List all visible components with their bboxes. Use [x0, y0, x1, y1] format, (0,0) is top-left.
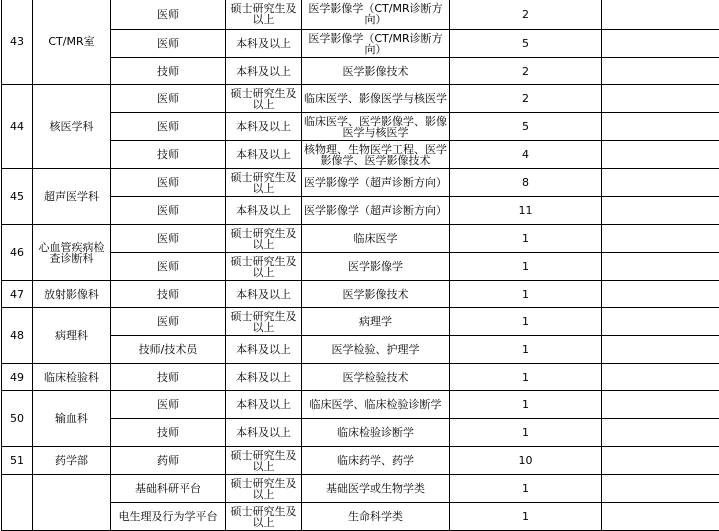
major-cell: 医学检验、护理学 — [302, 336, 450, 364]
count-cell: 11 — [450, 197, 602, 225]
department-cell — [33, 475, 111, 531]
row-number: 47 — [2, 281, 33, 308]
remark-cell — [602, 391, 719, 419]
table-row — [2, 447, 719, 475]
count-cell: 1 — [450, 253, 602, 281]
table-row — [2, 391, 719, 419]
count-cell: 1 — [450, 503, 602, 531]
count-cell: 2 — [450, 0, 602, 30]
row-number — [2, 475, 33, 531]
major-cell: 医学影像学（CT/MR诊断方向） — [302, 30, 450, 58]
education-cell: 硕士研究生及以上 — [226, 169, 302, 197]
major-cell: 临床医学、医学影像学、影像医学与核医学 — [302, 113, 450, 141]
education-cell: 硕士研究生及以上 — [226, 85, 302, 113]
count-cell: 5 — [450, 113, 602, 141]
department-cell: 放射影像科 — [33, 281, 111, 308]
count-cell: 1 — [450, 336, 602, 364]
recruitment-table — [1, 0, 719, 531]
count-cell: 10 — [450, 447, 602, 475]
remark-cell — [602, 85, 719, 113]
post-cell: 基础科研平台 — [111, 475, 226, 503]
post-cell: 医师 — [111, 391, 226, 419]
major-cell: 医学检验技术 — [302, 364, 450, 391]
remark-cell — [602, 308, 719, 336]
post-cell: 医师 — [111, 169, 226, 197]
major-cell: 医学影像学（超声诊断方向） — [302, 197, 450, 225]
department-cell: 输血科 — [33, 391, 111, 447]
count-cell: 8 — [450, 169, 602, 197]
major-cell: 临床医学、临床检验诊断学 — [302, 391, 450, 419]
education-cell: 硕士研究生及以上 — [226, 447, 302, 475]
education-cell: 本科及以上 — [226, 419, 302, 447]
department-cell: 临床检验科 — [33, 364, 111, 391]
education-cell: 硕士研究生及以上 — [226, 253, 302, 281]
post-cell: 医师 — [111, 197, 226, 225]
remark-cell — [602, 419, 719, 447]
count-cell: 2 — [450, 58, 602, 85]
education-cell: 硕士研究生及以上 — [226, 475, 302, 503]
remark-cell — [602, 169, 719, 197]
row-number: 49 — [2, 364, 33, 391]
department-cell: 药学部 — [33, 447, 111, 475]
table-row — [2, 0, 719, 30]
row-number: 48 — [2, 308, 33, 364]
education-cell: 本科及以上 — [226, 391, 302, 419]
post-cell: 医师 — [111, 113, 226, 141]
count-cell: 1 — [450, 308, 602, 336]
post-cell: 医师 — [111, 253, 226, 281]
remark-cell — [602, 447, 719, 475]
remark-cell — [602, 225, 719, 253]
row-number: 46 — [2, 225, 33, 281]
count-cell: 1 — [450, 281, 602, 308]
department-cell: 超声医学科 — [33, 169, 111, 225]
post-cell: 技师 — [111, 58, 226, 85]
post-cell: 医师 — [111, 0, 226, 30]
count-cell: 1 — [450, 391, 602, 419]
major-cell: 临床检验诊断学 — [302, 419, 450, 447]
remark-cell — [602, 30, 719, 58]
post-cell: 医师 — [111, 85, 226, 113]
major-cell: 临床医学、影像医学与核医学 — [302, 85, 450, 113]
count-cell: 2 — [450, 85, 602, 113]
remark-cell — [602, 0, 719, 30]
count-cell: 1 — [450, 475, 602, 503]
post-cell: 技师 — [111, 364, 226, 391]
education-cell: 本科及以上 — [226, 364, 302, 391]
post-cell: 医师 — [111, 30, 226, 58]
education-cell: 本科及以上 — [226, 141, 302, 169]
major-cell: 基础医学或生物学类 — [302, 475, 450, 503]
major-cell: 临床医学 — [302, 225, 450, 253]
row-number: 44 — [2, 85, 33, 169]
education-cell: 本科及以上 — [226, 281, 302, 308]
remark-cell — [602, 253, 719, 281]
major-cell: 医学影像技术 — [302, 281, 450, 308]
education-cell: 硕士研究生及以上 — [226, 0, 302, 30]
post-cell: 技师/技术员 — [111, 336, 226, 364]
row-number: 45 — [2, 169, 33, 225]
education-cell: 硕士研究生及以上 — [226, 308, 302, 336]
major-cell: 医学影像学（CT/MR诊断方向） — [302, 0, 450, 30]
remark-cell — [602, 475, 719, 503]
remark-cell — [602, 113, 719, 141]
count-cell: 1 — [450, 364, 602, 391]
row-number: 51 — [2, 447, 33, 475]
major-cell: 医学影像学（超声诊断方向） — [302, 169, 450, 197]
major-cell: 生命科学类 — [302, 503, 450, 531]
education-cell: 硕士研究生及以上 — [226, 225, 302, 253]
remark-cell — [602, 197, 719, 225]
post-cell: 技师 — [111, 419, 226, 447]
table-row — [2, 364, 719, 391]
count-cell: 4 — [450, 141, 602, 169]
post-cell: 技师 — [111, 281, 226, 308]
table-row — [2, 475, 719, 503]
department-cell: 病理科 — [33, 308, 111, 364]
post-cell: 医师 — [111, 225, 226, 253]
department-cell: 心血管疾病检查诊断科 — [33, 225, 111, 281]
remark-cell — [602, 58, 719, 85]
major-cell: 医学影像技术 — [302, 58, 450, 85]
table-row — [2, 281, 719, 308]
post-cell: 电生理及行为学平台 — [111, 503, 226, 531]
department-cell: 核医学科 — [33, 85, 111, 169]
count-cell: 1 — [450, 225, 602, 253]
table-row — [2, 85, 719, 113]
remark-cell — [602, 281, 719, 308]
table-row — [2, 169, 719, 197]
count-cell: 1 — [450, 419, 602, 447]
remark-cell — [602, 503, 719, 531]
education-cell: 本科及以上 — [226, 58, 302, 85]
department-cell: CT/MR室 — [33, 0, 111, 85]
education-cell: 本科及以上 — [226, 197, 302, 225]
row-number: 43 — [2, 0, 33, 85]
education-cell: 硕士研究生及以上 — [226, 503, 302, 531]
row-number: 50 — [2, 391, 33, 447]
education-cell: 本科及以上 — [226, 113, 302, 141]
count-cell: 5 — [450, 30, 602, 58]
education-cell: 本科及以上 — [226, 30, 302, 58]
remark-cell — [602, 364, 719, 391]
table-row — [2, 225, 719, 253]
post-cell: 技师 — [111, 141, 226, 169]
remark-cell — [602, 336, 719, 364]
remark-cell — [602, 141, 719, 169]
post-cell: 医师 — [111, 308, 226, 336]
table-row — [2, 308, 719, 336]
education-cell: 本科及以上 — [226, 336, 302, 364]
major-cell: 核物理、生物医学工程、医学影像学、医学影像技术 — [302, 141, 450, 169]
post-cell: 药师 — [111, 447, 226, 475]
major-cell: 临床药学、药学 — [302, 447, 450, 475]
major-cell: 医学影像学 — [302, 253, 450, 281]
major-cell: 病理学 — [302, 308, 450, 336]
